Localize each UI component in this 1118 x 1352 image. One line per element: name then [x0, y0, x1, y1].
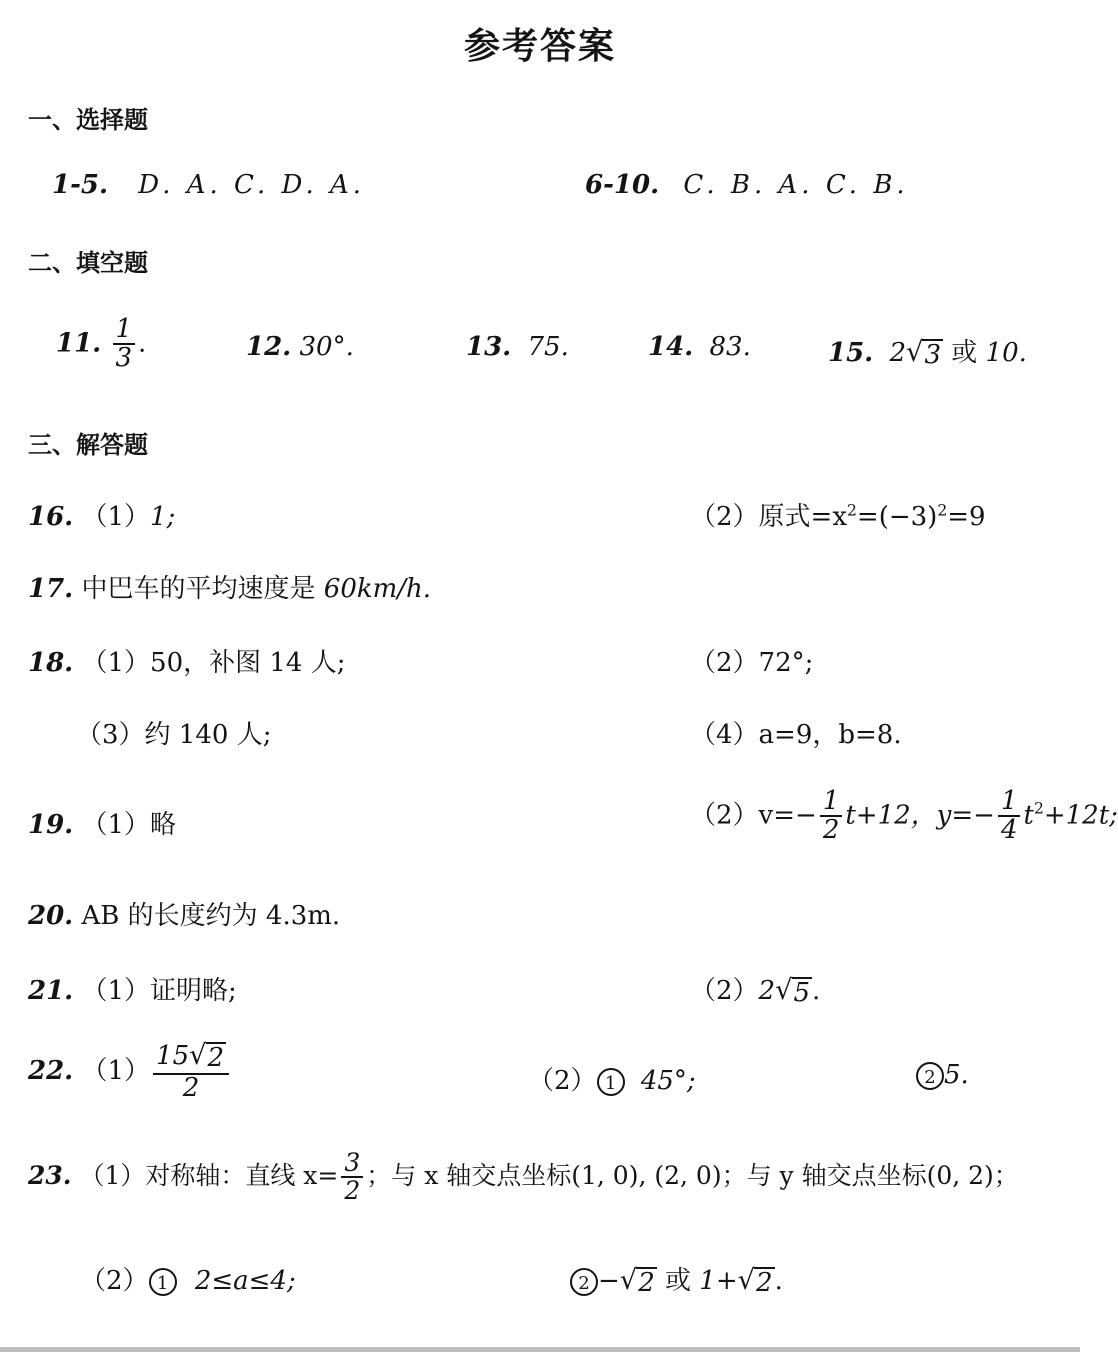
question-number: 11.: [56, 328, 102, 359]
fraction-numerator: 1: [998, 788, 1021, 817]
solve-answer-23-part1: [28, 1150, 1019, 1205]
question-number: 12.: [246, 332, 292, 362]
answer-value: 10.: [985, 338, 1027, 368]
part-label: （2）: [80, 1266, 149, 1296]
part-label: （1）: [81, 502, 151, 532]
expression-start: （1）对称轴：直线 x=: [79, 1160, 339, 1190]
fill-answer-15: [828, 332, 1027, 370]
question-number: 22.: [28, 1055, 74, 1086]
question-number: 13.: [466, 332, 512, 362]
answer-text: （1）证明略;: [81, 976, 237, 1006]
answer-text: 中巴车的平均速度是: [81, 574, 316, 604]
fill-answer-11: 11. $\frac{1}{3}$ .: [56, 314, 147, 374]
choice-answers-6-10: [585, 170, 909, 200]
solve-answer-22-part2-2: [916, 1060, 969, 1090]
answer-value: 5.: [944, 1060, 969, 1090]
choice-values: C. B. A. C. B.: [683, 170, 909, 200]
section-heading-solve: 三、解答题: [28, 431, 148, 459]
fraction-denominator: 2: [344, 1176, 361, 1206]
answer-value: 83.: [709, 332, 751, 362]
solve-answer-22-part1: [28, 1042, 232, 1102]
answer-text: （1）略: [81, 810, 177, 840]
or-word: 或: [665, 1266, 692, 1296]
solve-answer-18-part4: （4）a=9，b=8.: [690, 720, 902, 750]
choice-label: 6-10.: [585, 170, 660, 200]
choice-values: D. A. C. D. A.: [138, 170, 366, 200]
question-number: 17.: [28, 574, 74, 604]
solve-answer-18-part2: （2）72°;: [690, 648, 814, 678]
answer-value: 60km/h.: [323, 574, 432, 604]
question-number: 18.: [28, 648, 74, 678]
section-heading-choice: 一、选择题: [28, 106, 148, 134]
part-label: （2）: [528, 1066, 597, 1096]
minus-sign: −: [598, 1266, 620, 1296]
period: .: [774, 1266, 783, 1296]
answer-value: 2≤a≤4;: [194, 1266, 296, 1296]
bottom-divider: [0, 1347, 1080, 1352]
circled-number: 2: [916, 1062, 944, 1090]
exponent: 2: [1033, 799, 1044, 818]
solve-answer-21-part2: [690, 970, 820, 1008]
circled-number: 1: [149, 1268, 177, 1296]
question-number: 15.: [828, 338, 874, 368]
question-number: 16.: [28, 502, 74, 532]
solve-answer-16-part1: [28, 496, 175, 533]
expression-start: （2）v=−: [690, 800, 817, 831]
question-number: 21.: [28, 976, 74, 1006]
solve-answer-19-part2: [690, 788, 1118, 845]
or-word: 或: [951, 338, 978, 368]
answer-value: 45°;: [640, 1066, 696, 1096]
circled-number: 1: [597, 1068, 625, 1096]
expression-middle: 1+: [699, 1266, 738, 1296]
expression-middle: =(−3): [856, 502, 938, 532]
fraction-numerator: 3: [341, 1150, 363, 1178]
question-number: 23.: [28, 1160, 72, 1190]
solve-answer-19-part1: [28, 804, 176, 841]
fraction-denominator: 3: [115, 343, 133, 374]
period: .: [812, 976, 821, 1006]
fraction: [113, 316, 136, 373]
square-root: √ 5: [775, 975, 811, 1008]
solve-answer-22-part2: [528, 1060, 696, 1097]
answer-text: AB 的长度约为 4.3m.: [81, 901, 341, 931]
exponent: 2: [937, 501, 948, 520]
question-number: 14.: [648, 332, 694, 362]
question-number: 19.: [28, 810, 74, 840]
square-root: √ 2: [619, 1265, 655, 1298]
fraction: [341, 1150, 363, 1205]
solve-answer-23-part2-2: [570, 1260, 783, 1298]
sqrt-coefficient: 15: [156, 1041, 190, 1071]
fraction-denominator: 4: [1000, 815, 1018, 846]
square-root: √ 2: [737, 1265, 773, 1298]
sqrt-coefficient: 2: [889, 338, 907, 368]
radicand: 2: [638, 1268, 655, 1298]
square-root: √ 3: [906, 337, 941, 370]
expression-end: =9: [947, 502, 986, 532]
solve-answer-20: [28, 895, 340, 932]
radicand: 2: [756, 1268, 773, 1298]
choice-answers-1-5: [52, 170, 365, 200]
variable: t: [1023, 800, 1034, 831]
square-root: √ 2: [189, 1040, 225, 1073]
solve-answer-17: [28, 568, 431, 605]
expression-middle: t+12，y=−: [845, 800, 995, 831]
fraction-numerator: 1: [113, 316, 136, 345]
solve-answer-18-part3: （3）约 140 人;: [76, 720, 272, 750]
expression-end: ；与 x 轴交点坐标(1, 0), (2, 0)；与 y 轴交点坐标(0, 2)；: [366, 1160, 1019, 1190]
fraction: [820, 788, 843, 845]
radicand: 3: [924, 340, 941, 370]
fraction: [153, 1042, 229, 1102]
page-title: 参考答案: [463, 26, 616, 67]
circled-number: 2: [570, 1268, 598, 1296]
radicand: 5: [793, 978, 811, 1008]
expression-start: （2）原式=x: [690, 502, 847, 532]
fraction-denominator: 2: [822, 815, 840, 846]
answer-value: 75.: [527, 332, 569, 362]
answer-text: （1）50，补图 14 人;: [81, 648, 346, 678]
exponent: 2: [847, 501, 857, 520]
solve-answer-16-part2: [690, 496, 986, 533]
choice-label: 1-5.: [52, 170, 109, 200]
fill-answer-13: [466, 332, 569, 362]
question-number: 20.: [28, 901, 74, 931]
answer-value: 30°.: [299, 332, 354, 362]
section-heading-fill: 二、填空题: [28, 249, 148, 277]
sqrt-coefficient: 2: [758, 976, 776, 1006]
solve-answer-21-part1: [28, 970, 237, 1007]
expression-end: +12t;: [1043, 800, 1118, 831]
fill-answer-14: [648, 332, 751, 362]
fill-answer-12: [246, 332, 354, 362]
part-label: （1）: [81, 1055, 151, 1086]
radicand: 2: [207, 1043, 225, 1073]
answer-value: 1;: [150, 502, 176, 532]
fraction-numerator: 1: [820, 788, 843, 817]
part-label: （2）: [690, 976, 759, 1006]
fraction: [998, 788, 1021, 845]
fraction-denominator: 2: [182, 1072, 200, 1103]
solve-answer-23-part2: [80, 1260, 296, 1297]
solve-answer-18-part1: [28, 642, 346, 679]
